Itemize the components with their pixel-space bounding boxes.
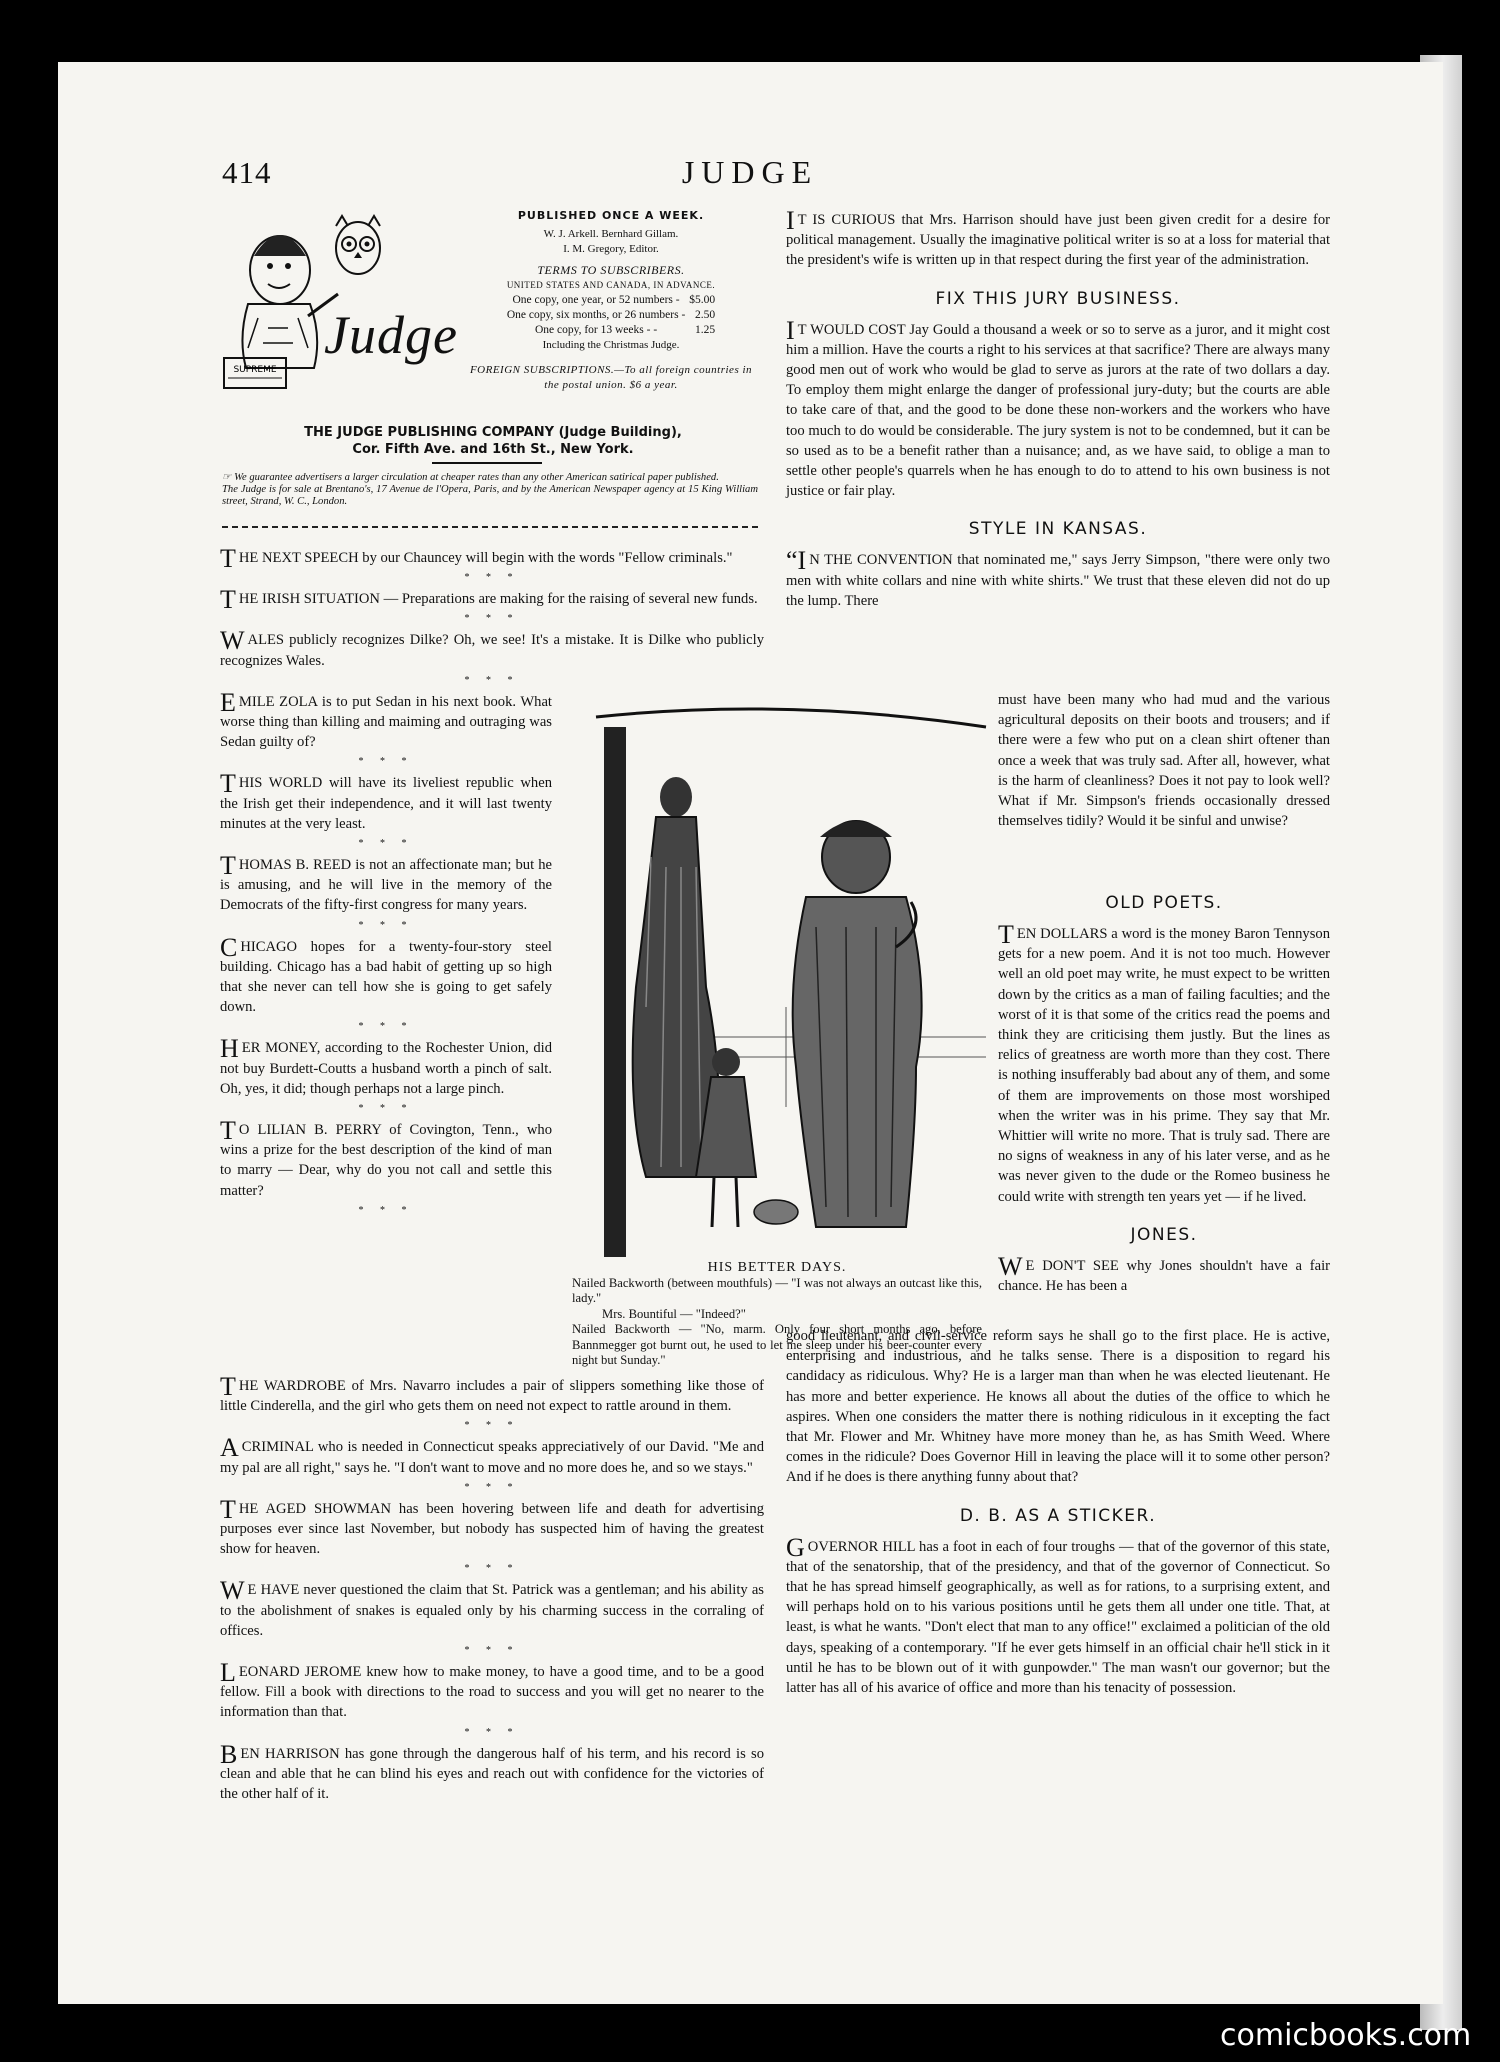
company-name: THE JUDGE PUBLISHING COMPANY (Judge Building),: [304, 425, 682, 440]
drop-cap: B: [220, 1739, 238, 1769]
drop-cap: T: [220, 769, 236, 799]
paragraph-text: HE WARDROBE of Mrs. Navarro includes a pair of slippers something like those of little Cinderella, and the girl who gets them on need not expect to rattle around in them.: [220, 1378, 764, 1415]
paragraph-text: EN HARRISON has gone through the dangerous half of his term, and his record is so clean and able that he can blind his eyes and reach out with confidence for the victories of the other half of it.: [220, 1745, 764, 1803]
rates-note: Including the Christmas Judge.: [542, 339, 680, 351]
drop-cap: E: [220, 687, 236, 717]
paragraph-text: HOMAS B. REED is not an affectionate man; but he is amusing, and he will live in the memory of the Democrats of the fifty-first congress for many years.: [220, 857, 552, 914]
terms-region: UNITED STATES AND CANADA, IN ADVANCE.: [506, 280, 716, 290]
paragraph-text: E HAVE never questioned the claim that St. Patrick was a gentleman; and his ability as to the abolishment of snakes is equaled only by his charming success in the corraling of offices.: [220, 1582, 764, 1639]
judge-logo: [218, 208, 468, 390]
star-separator: * * *: [464, 613, 520, 625]
article-kansas-continued: must have been many who had mud and the various agricultural deposits on their boots and trousers; and if there were a few who put on a clean shirt oftener than once a week that was truly sad. After all, however, what is the harm of cleanliness? Does it not pay to look well? What if Mr. Simpson's friends occasionally dressed themselves tidily? Would it be sinful and unwise?: [998, 692, 1330, 830]
article-paragraph: [220, 1576, 764, 1641]
logo-wordmark: Judge: [324, 305, 458, 365]
rate-label: One copy, one year, or 52 numbers -: [512, 294, 680, 306]
drop-cap: W: [220, 1576, 245, 1606]
divider: [432, 462, 542, 464]
paragraph-text: T WOULD COST Jay Gould a thousand a week or so to serve as a juror, and it might cost him a million. Have the courts a right to his services at that sacrifice? There are always many good men out of work who would be glad to serve as jurors at the rate of two dollars a day. To employ them might enlarge the danger of professional jury-duty; but the courts are able to take care of that, and the good to be done these non-workers and the workers who have too much to do would be considerable. The jury system is not to be condemned, but it can be so used as to be a benefit rather than a nuisance; and, as we have said, to oblige a man to settle other people's quarrels when he has enough to do to attend to his own business is not justice or fair play.: [786, 321, 1330, 500]
article-paragraph: [220, 626, 764, 670]
paragraph-text: HE IRISH SITUATION — Preparations are making for the raising of several new funds.: [238, 591, 758, 608]
terms-title: TERMS TO SUBSCRIBERS.: [537, 263, 685, 277]
drop-cap: A: [220, 1433, 239, 1463]
star-separator: * * *: [464, 572, 520, 584]
star-separator: * * *: [464, 1563, 520, 1575]
drop-cap: “I: [786, 546, 807, 576]
sale-notice: The Judge is for sale at Brentano's, 17 Avenue de l'Opera, Paris, and by the American Newspaper agency at 15 King William street, Strand, W. C., London.: [222, 484, 758, 507]
drop-cap: T: [998, 920, 1014, 949]
masthead-title: JUDGE: [681, 154, 819, 190]
paragraph-text: O LILIAN B. PERRY of Covington, Tenn., who wins a prize for the best description of the kind of man to marry — Dear, why do you not call and settle this matter?: [220, 1122, 552, 1199]
drop-cap: H: [220, 1034, 239, 1064]
article-paragraph: [220, 1494, 764, 1560]
advertiser-notice: [222, 472, 758, 508]
article-kansas: [786, 546, 1330, 611]
article-paragraph: [220, 851, 552, 916]
paragraph-text: HIS WORLD will have its liveliest republic when the Irish get their independence, and it will last twenty minutes at the very least.: [220, 775, 552, 832]
article-paragraph: [220, 769, 552, 834]
article-jury: [786, 315, 1330, 502]
paragraph-text: OVERNOR HILL has a foot in each of four troughs — that of the governor of this state, that of the senatorship, that of the presidency, and that of the governor of Connecticut. So that he has spread himself geographically, as well as for rations, to a surprising extent, and will perhaps hold on to his various positions until he gets them all under one title. That, at least, is what he wants. "Don't elect that man to any office!" exclaimed a politician of the old days, speaking of a contemporary. "If he ever gets himself in an official chair he'll stick in it until he has to be blown out of it with gunpowder." The man wasn't our governor; but the latter has all of his avarice of office and more than his tenacity of possession.: [786, 1538, 1330, 1697]
circulation-notice: ☞ We guarantee advertisers a larger circulation at cheaper rates than any other American satirical paper published.: [222, 472, 719, 483]
article-paragraph: [220, 1739, 764, 1805]
editor-name: I. M. Gregory, Editor.: [563, 243, 659, 255]
rate-label: One copy, for 13 weeks - -: [534, 324, 658, 336]
caption-line: Nailed Backworth — "No, marm. Only four short months ago, before Bannmegger got burnt out, he used to let me sleep under his beer-counter every night but Sunday.": [572, 1322, 982, 1367]
headline-poets: OLD POETS.: [1105, 893, 1223, 913]
star-separator: * * *: [358, 919, 414, 931]
star-separator: * * *: [358, 1021, 414, 1033]
rate-row: [505, 323, 717, 338]
drop-cap: L: [220, 1658, 236, 1688]
drop-cap: T: [220, 1494, 236, 1524]
right-column-top: [786, 206, 1330, 611]
article-curious: [786, 206, 1330, 271]
article-jones-continued: good lieutenant, and civil-service reform says he shall go to the first place. He is active, enterprising and industrious, and he talks sense. There is a disposition to regard his candidacy as ridiculous. Why? He is a larger man than when he was elected lieutenant. He has more and better experience. He knows all about the duties of the office to which he aspires. When one considers the matter there is nothing ridiculous in it excepting the fact that Mr. Flower and Mr. Whitney have more money than he, as has Smith Weed. Where comes in the ridicule? Does Governor Hill in leaving the place will it to some other person? And if he does is there anything funny about that?: [786, 1328, 1330, 1486]
drop-cap: I: [786, 206, 795, 235]
article-paragraph: [220, 687, 552, 753]
rate-label: One copy, six months, or 26 numbers -: [506, 309, 686, 321]
caption-line: Mrs. Bountiful — "Indeed?": [602, 1306, 746, 1321]
publishing-company: [230, 424, 756, 458]
engraving-illustration-icon: [586, 707, 996, 1267]
star-separator: * * *: [464, 674, 520, 686]
right-column-bottom: [786, 1326, 1330, 1698]
rate-row: [505, 308, 717, 323]
paragraph-text: HE AGED SHOWMAN has been hovering between life and death for advertising purposes ever since last November, but nobody has suspected him of having the greatest show for heaven.: [220, 1500, 764, 1558]
paragraph-text: T IS CURIOUS that Mrs. Harrison should have just been given credit for a desire for political management. Usually the imaginative political writer is so at a loss for material that the president's wife is written up in that respect during the first year of the administration.: [786, 212, 1330, 269]
headline-kansas: STYLE IN KANSAS.: [968, 519, 1148, 540]
paragraph-text: MILE ZOLA is to put Sedan in his next book. What worse thing than killing and maiming and outraging was Sedan guilty of?: [220, 693, 552, 751]
paragraph-text: CRIMINAL who is needed in Connecticut speaks appreciatively of our David. "Me and my pal are all right," says he. "I don't want to move and no more does he, and so we stays.": [220, 1439, 764, 1476]
paragraph-text: HE NEXT SPEECH by our Chauncey will begin with the words "Fellow criminals.": [238, 550, 733, 566]
headline-jones: JONES.: [1130, 1224, 1198, 1245]
star-separator: * * *: [358, 1204, 414, 1216]
paragraph-text: EONARD JEROME knew how to make money, to have a good time, and to be a good fellow. Fill a book with directions to the road to success and you will get no nearer to the information than that.: [220, 1664, 764, 1721]
drop-cap: W: [998, 1251, 1023, 1281]
article-paragraph: [220, 1116, 552, 1201]
foreign-subscriptions: FOREIGN SUBSCRIPTIONS.—To all foreign countries in the postal union. $6 a year.: [469, 364, 753, 391]
star-separator: * * *: [358, 838, 414, 850]
drop-cap: G: [786, 1532, 805, 1562]
watermark: comicbooks.com: [1220, 2018, 1472, 2053]
star-separator: * * *: [358, 756, 414, 768]
article-paragraph: [220, 1658, 764, 1723]
drop-cap: I: [786, 315, 795, 345]
caption-line: Nailed Backworth (between mouthfuls) — "I was not always an outcast like this, lady.": [572, 1275, 982, 1305]
headline-jury: FIX THIS JURY BUSINESS.: [935, 288, 1181, 309]
dashed-divider: [222, 526, 758, 528]
star-separator: * * *: [464, 1481, 520, 1493]
paragraph-text: ER MONEY, according to the Rochester Union, did not buy Burdett-Coutts a husband worth a pinch of salt. Oh, yes, it did; though perhaps not a large pinch.: [220, 1040, 552, 1097]
published-weekly: PUBLISHED ONCE A WEEK.: [517, 209, 705, 222]
company-address: Cor. Fifth Ave. and 16th St., New York.: [352, 442, 634, 457]
paragraph-text: E DON'T SEE why Jones shouldn't have a fair chance. He has been a: [998, 1257, 1330, 1295]
drop-cap: T: [220, 585, 236, 615]
logo-box-label: SUPREME: [233, 365, 277, 375]
drop-cap: W: [220, 626, 245, 656]
page-number: 414: [222, 155, 272, 190]
rate-price: 2.50: [695, 309, 716, 321]
left-narrow-column: [220, 687, 552, 1218]
drop-cap: T: [220, 851, 236, 881]
subscription-rates: [505, 293, 717, 338]
article-hill: [786, 1532, 1330, 1699]
article-paragraph: [220, 1372, 764, 1416]
article-poets: [998, 920, 1330, 1207]
star-separator: * * *: [358, 1103, 414, 1115]
right-column-narrow-kansas: [998, 690, 1330, 831]
star-separator: * * *: [464, 1645, 520, 1657]
paragraph-text: EN DOLLARS a word is the money Baron Tennyson gets for a new poem. And it is not too much. However well an old poet may write, he must expect to be written down by the critics as a man of failing faculties; and the worst of it is that some of the critics read the poems and think they are criticising them justly. But the lines as relics of greatness are worth more than they cost. There is nothing insufferably bad about any of them, and some of them are improvements on those most worshiped when the writer was in his prime. They say that Mr. Whittier will write no more. That is truly sad. There are no signs of weakness in any of his later verse, and as he was never given to the dude or the Romeo business he could write with strength ten years yet — if he lived.: [998, 926, 1330, 1205]
star-separator: * * *: [464, 1420, 520, 1432]
paragraph-text: ALES publicly recognizes Dilke? Oh, we see! It's a mistake. It is Dilke who publicly recognizes Wales.: [220, 632, 764, 669]
illustration-his-better-days: [586, 707, 996, 1267]
article-paragraph: [220, 932, 552, 1018]
rate-price: 1.25: [695, 324, 716, 336]
article-paragraph: [220, 1034, 552, 1099]
paragraph-text: HICAGO hopes for a twenty-four-story steel building. Chicago has a bad habit of getting up so high that she never can tell how she is going to get safely down.: [220, 938, 552, 1016]
article-paragraph: [220, 585, 764, 615]
star-separator: * * *: [464, 1726, 520, 1738]
rate-row: [505, 293, 717, 308]
article-paragraph: [220, 544, 764, 573]
publisher-info: [466, 208, 756, 393]
drop-cap: T: [220, 1372, 236, 1401]
paragraph-text: N THE CONVENTION that nominated me," says Jerry Simpson, "there were only two men with white collars and nine with white shirts." We trust that these eleven did not do up the lump. There: [786, 552, 1330, 609]
headline-hill: D. B. AS A STICKER.: [959, 1505, 1157, 1526]
drop-cap: T: [220, 544, 236, 573]
publisher-names: W. J. Arkell. Bernhard Gillam.: [543, 228, 679, 240]
article-jones: [998, 1251, 1330, 1296]
drop-cap: C: [220, 932, 238, 962]
caption-title: HIS BETTER DAYS.: [707, 1260, 847, 1275]
drop-cap: T: [220, 1116, 236, 1146]
article-paragraph: [220, 1433, 764, 1477]
right-column-narrow-poets: [998, 893, 1330, 1296]
rate-price: $5.00: [689, 294, 716, 306]
left-column-bottom: [220, 1372, 764, 1804]
